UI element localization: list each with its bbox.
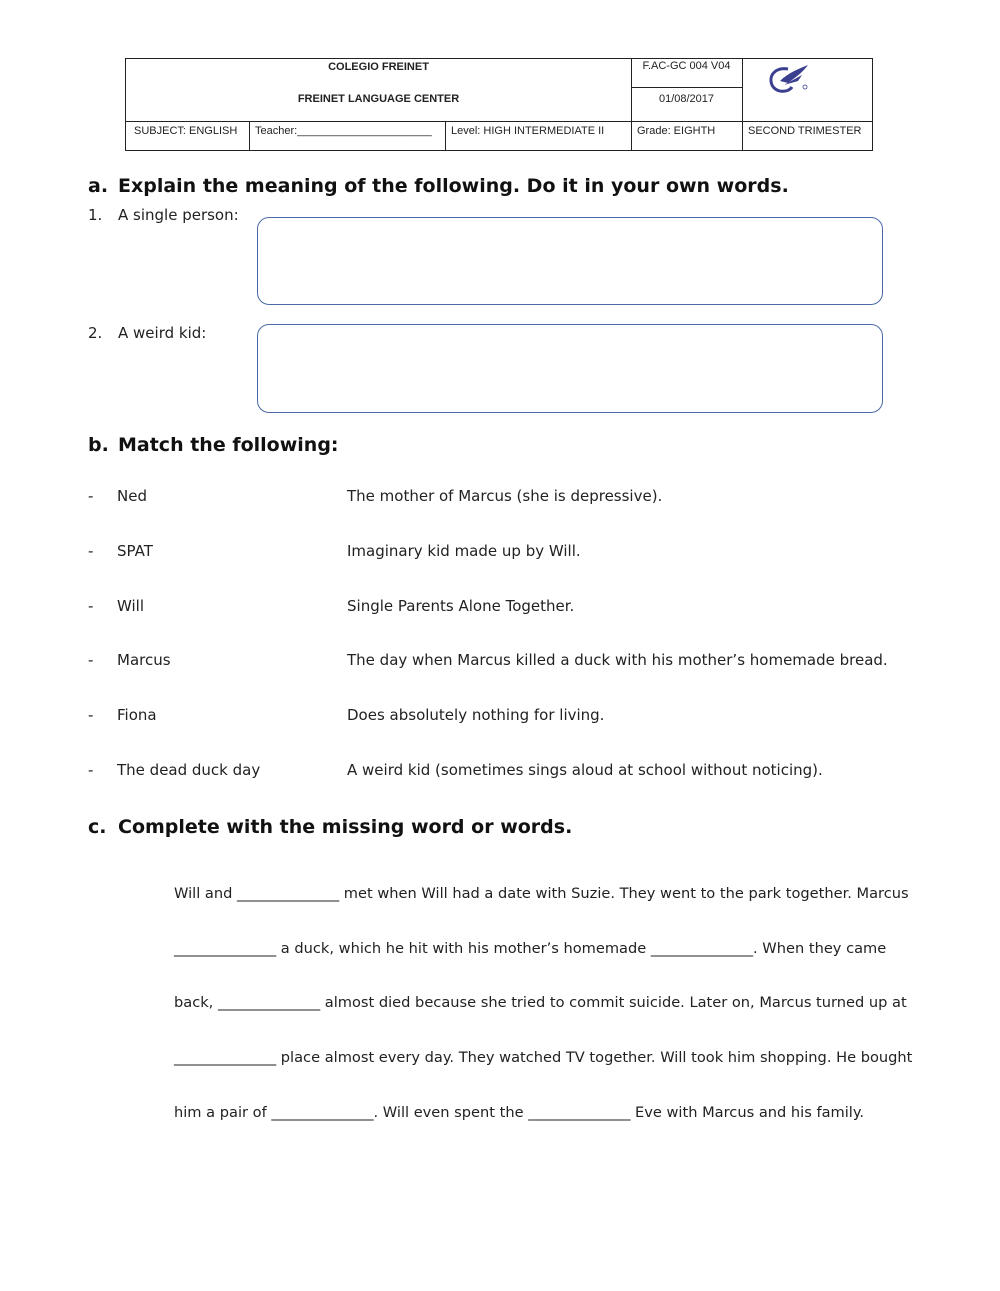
form-code: F.AC-GC 004 V04	[642, 60, 731, 72]
section-b-title: Match the following:	[118, 434, 339, 456]
match-bullet: -	[88, 651, 94, 669]
term-cell: SECOND TRIMESTER	[748, 125, 862, 137]
match-left-item[interactable]: Marcus	[117, 651, 171, 669]
center-name: FREINET LANGUAGE CENTER	[297, 93, 460, 105]
match-bullet: -	[88, 542, 94, 560]
header-table	[125, 58, 873, 151]
fill-in-line[interactable]: him a pair of ______________. Will even spent the ______________ Eve with Marcus and his family.	[174, 1104, 865, 1121]
question-2-label: A weird kid:	[118, 324, 207, 342]
fill-in-line[interactable]: ______________ place almost every day. They watched TV together. Will took him shopping. He bought	[174, 1049, 913, 1066]
match-right-item[interactable]: A weird kid (sometimes sings aloud at school without noticing).	[347, 761, 823, 779]
school-logo	[758, 61, 818, 101]
section-a-marker: a.	[88, 175, 109, 197]
match-left-item[interactable]: Fiona	[117, 706, 157, 724]
match-bullet: -	[88, 487, 94, 505]
section-c-title: Complete with the missing word or words.	[118, 816, 573, 838]
section-b-heading	[88, 434, 339, 456]
match-left-item[interactable]: The dead duck day	[117, 761, 261, 779]
match-right-item[interactable]: Does absolutely nothing for living.	[347, 706, 605, 724]
match-right-item[interactable]: Imaginary kid made up by Will.	[347, 542, 581, 560]
match-right-item[interactable]: Single Parents Alone Together.	[347, 597, 575, 615]
match-bullet: -	[88, 706, 94, 724]
teacher-cell[interactable]: Teacher:______________________	[255, 125, 432, 137]
section-c-heading	[88, 816, 572, 838]
question-2-number: 2.	[88, 324, 103, 342]
match-bullet: -	[88, 761, 94, 779]
match-right-item[interactable]: The day when Marcus killed a duck with his mother’s homemade bread.	[347, 651, 888, 669]
level-cell: Level: HIGH INTERMEDIATE II	[451, 125, 605, 137]
answer-box-1[interactable]	[257, 217, 883, 305]
section-b-marker: b.	[88, 434, 109, 456]
question-1	[88, 206, 239, 224]
grade-cell: Grade: EIGHTH	[637, 125, 716, 137]
match-left-item[interactable]: SPAT	[117, 542, 153, 560]
subject-cell: SUBJECT: ENGLISH	[134, 125, 238, 137]
answer-box-2[interactable]	[257, 324, 883, 413]
match-left-item[interactable]: Will	[117, 597, 145, 615]
match-left-item[interactable]: Ned	[117, 487, 147, 505]
section-a-heading	[88, 175, 789, 197]
fill-in-line[interactable]: back, ______________ almost died because she tried to commit suicide. Later on, Marcus turned up at	[174, 994, 907, 1011]
section-c-marker: c.	[88, 816, 107, 838]
form-date: 01/08/2017	[658, 93, 715, 105]
fill-in-line[interactable]: Will and ______________ met when Will had a date with Suzie. They went to the park together. Marcus	[174, 885, 909, 902]
question-1-number: 1.	[88, 206, 103, 224]
section-a-title: Explain the meaning of the following. Do it in your own words.	[118, 175, 789, 197]
match-right-item[interactable]: The mother of Marcus (she is depressive).	[347, 487, 663, 505]
fill-in-line[interactable]: ______________ a duck, which he hit with his mother’s homemade ______________. When they came	[174, 940, 887, 957]
question-1-label: A single person:	[118, 206, 239, 224]
school-name: COLEGIO FREINET	[328, 61, 429, 73]
match-bullet: -	[88, 597, 94, 615]
question-2	[88, 324, 206, 342]
